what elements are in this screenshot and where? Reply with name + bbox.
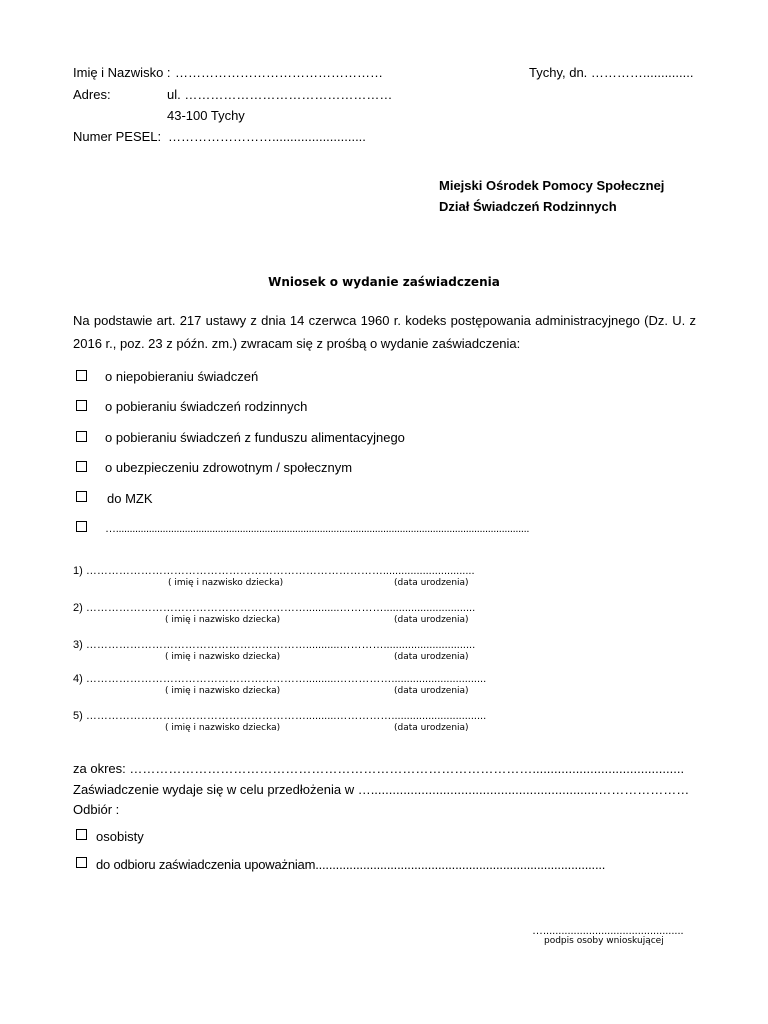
option-label: o pobieraniu świadczeń rodzinnych [105, 399, 308, 414]
child-row[interactable]: 4) ……………………………………………………..........……………............................... [73, 673, 487, 685]
child-row[interactable]: 3) ……………………………………………………...........………….............................. [73, 639, 476, 651]
child-name-caption: ( imię i nazwisko dziecka) [165, 723, 281, 733]
child-row[interactable]: 5) ……………………………………………………..........……………............................... [73, 710, 487, 722]
recipient-line-1: Miejski Ośrodek Pomocy Społecznej [439, 178, 665, 193]
option-label: do MZK [107, 491, 153, 506]
pickup-label: Odbiór : [73, 802, 120, 817]
period-field[interactable]: za okres: ………………………………………………………………………………….......................................... [73, 761, 685, 776]
pesel-field[interactable]: …………………….......................... [168, 129, 366, 144]
option-checkbox[interactable] [76, 370, 87, 381]
option-checkbox[interactable] [76, 491, 87, 502]
option-checkbox[interactable] [76, 400, 87, 411]
child-row[interactable]: 1) ……………………………………………………………………….............................. [73, 565, 475, 577]
name-field[interactable]: ………………………………………… [175, 65, 383, 80]
option-checkbox[interactable] [76, 431, 87, 442]
child-name-caption: ( imię i nazwisko dziecka) [165, 686, 281, 696]
option-label: o pobieraniu świadczeń z funduszu alimentacyjnego [105, 430, 405, 445]
pesel-label: Numer PESEL: [73, 129, 162, 144]
child-name-caption: ( imię i nazwisko dziecka) [165, 652, 281, 662]
child-date-caption: (data urodzenia) [394, 723, 469, 733]
child-date-caption: (data urodzenia) [394, 578, 469, 588]
pickup-checkbox[interactable] [76, 829, 87, 840]
recipient-line-2: Dział Świadczeń Rodzinnych [439, 199, 617, 214]
child-date-caption: (data urodzenia) [394, 615, 469, 625]
name-label: Imię i Nazwisko : [73, 65, 171, 80]
city-text: 43-100 Tychy [167, 108, 245, 123]
intro-paragraph: Na podstawie art. 217 ustawy z dnia 14 czerwca 1960 r. kodeks postępowania administracyjnego (Dz. U. z 2016 r., poz. 23 z późn. zm.) zwracam się z prośbą o wydanie zaświadczenia: [73, 313, 696, 351]
option-checkbox[interactable] [76, 461, 87, 472]
child-name-caption: ( imię i nazwisko dziecka) [168, 578, 284, 588]
option-other-field[interactable]: …...................................................................................................................................................... [105, 523, 530, 535]
child-date-caption: (data urodzenia) [394, 686, 469, 696]
street-field[interactable]: ul. ………………………………………… [167, 87, 393, 102]
option-checkbox[interactable] [76, 521, 87, 532]
signature-line[interactable]: ….............................................. [532, 925, 684, 937]
address-label: Adres: [73, 87, 111, 102]
signature-caption: podpis osoby wnioskującej [544, 936, 664, 946]
document-title: Wniosek o wydanie zaświadczenia [268, 275, 500, 289]
child-row[interactable]: 2) ……………………………………………………...........………….............................. [73, 602, 476, 614]
option-label: o ubezpieczeniu zdrowotnym / społecznym [105, 460, 353, 475]
child-name-caption: ( imię i nazwisko dziecka) [165, 615, 281, 625]
pickup-checkbox[interactable] [76, 857, 87, 868]
pickup-option-label: osobisty [96, 829, 144, 844]
purpose-field[interactable]: Zaświadczenie wydaje się w celu przedłożenia w …...............................................................………………… [73, 782, 690, 797]
option-label: o niepobieraniu świadczeń [105, 369, 259, 384]
child-date-caption: (data urodzenia) [394, 652, 469, 662]
pickup-authorize-field[interactable]: do odbioru zaświadczenia upoważniam..................................................................................... [96, 857, 606, 872]
place-date-field[interactable]: Tychy, dn. ………….............. [529, 65, 694, 80]
